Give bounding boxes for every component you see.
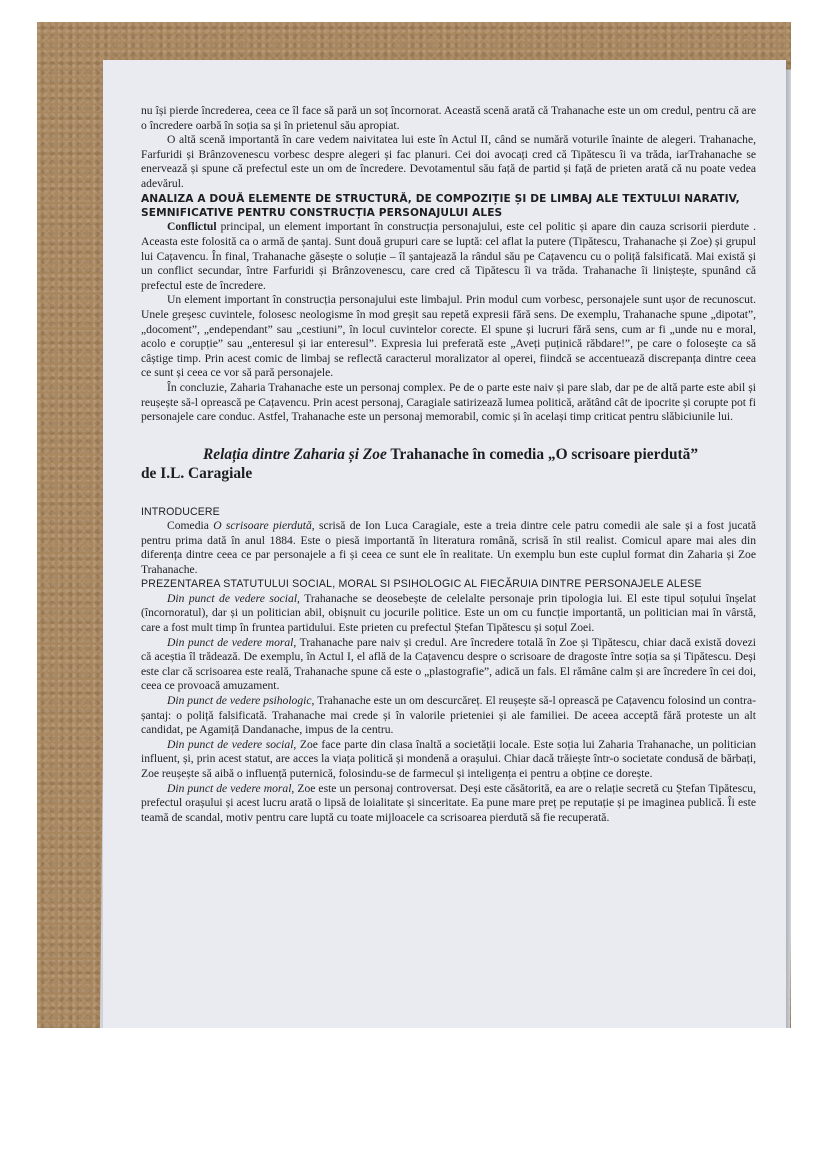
lead-zoe-social: Din punct de vedere social	[167, 737, 294, 751]
intro-text-b: , scrisă de Ion Luca Caragiale, este a treia dintre cele patru comedii ale sale și a fost jucată pentru prima dată în anul 1884. Este o piesă importantă în literatura română, scrisă în stil realist. Comicul apare mai ales din diferența dintre ceea ce par personajele a fi și ceea ce sunt ele în realitate. Un exemplu bun este cuplul format din Zaharia și Zoe Trahanache.	[141, 519, 756, 576]
lead-social: Din punct de vedere social,	[167, 591, 300, 605]
paragraph-top-1: nu își pierde încrederea, ceea ce îl face să pară un soț încornorat. Această scenă arată că Trahanache este un om credul, pentru că are o încredere oarbă în soția sa și în prietenul său apropiat.	[141, 104, 756, 132]
paragraph-trahanache-social	[141, 592, 756, 636]
paragraph-intro	[141, 519, 756, 577]
paragraph-conflict	[141, 220, 756, 293]
text-social: Trahanache se deosebește de celelalte personaje prin tipologia lui. El este tipul soțului înșelat (încornoratul), dar și un politician abil, obișnuit cu jocurile politice. Este un om cu funcție importantă, un politician mai în vârstă, care a fost mult timp în fruntea partidului. Este prieten cu prefectul Ștefan Tipătescu și soțul Zoei.	[141, 591, 756, 635]
essay-title-rest: Trahanache în comedia „O scrisoare pierdută”	[386, 445, 699, 463]
intro-text-a: Comedia	[167, 519, 214, 533]
heading-intro: INTRODUCERE	[141, 505, 220, 518]
photo-background	[37, 22, 791, 1028]
conflict-term: Conflictul	[167, 220, 217, 234]
essay-title-italic: Relația dintre Zaharia și Zoe	[203, 445, 387, 463]
text-psych: , Trahanache este un om descurcăreț. El reușește să-l oprească pe Cațavencu folosind un contra-șantaj: o poliță falsificată. Trahanache mai crede și în valorile prieteniei și ale familiei. De aceea acceptă fără proteste un alt candidat, pe Agamiță Dandanache, impus de la centru.	[141, 694, 756, 737]
essay-title	[141, 445, 756, 483]
paragraph-zoe-social	[141, 738, 756, 782]
essay-title-line-2: de I.L. Caragiale	[141, 464, 253, 482]
lead-psych: Din punct de vedere psihologic	[167, 694, 312, 708]
text-moral: , Trahanache pare naiv și credul. Are încredere totală în Zoe și Tipătescu, chiar dacă există dovezi că aceștia îl trădează. De exemplu, în Actul I, el află de la Cațavencu despre o scrisoare de dragoste între soția sa și Tipătescu. Deși este clar că scrisoarea este reală, Trahanache spune că este o „plastografie”, adică un fals. El rămâne calm și are încredere în cei doi, ceea ce provoacă amuzament.	[141, 635, 756, 693]
paragraph-top-2: O altă scenă importantă în care vedem naivitatea lui este în Actul II, când se numără voturile înainte de alegeri. Trahanache, Farfuridi și Brânzovenescu vorbesc despre alegeri și fac planuri. Cei doi avocați cred că Tipătescu îi va trăda, iarTrahanache se enervează și spune că prefectul este un om de încredere. Devotamentul său față de partid și față de prieten arată că nu poate vedea adevărul.	[141, 133, 756, 190]
paragraph-language: Un element important în construcția personajului este limbajul. Prin modul cum vorbesc, personajele sunt ușor de recunoscut. Unele greșesc cuvintele, folosesc neologisme în mod greșit sau repetă expresii fără sens. De exemplu, Trahanache spune „dipotat”, „docoment”, „endependant” sau „cestiuni”, în locul cuvintelor corecte. El spune și lucruri fără sens, cum ar fi „unde nu e moral, acolo e corupție” sau „enteresul și iar enteresul”. Expresia lui preferată este „Aveți puținică răbdare!”, pe care o folosește ca să câștige timp. Prin acest comic de limbaj se reflectă caracterul moralizator al operei, fiindcă se accentuează discrepanța dintre ceea ce sunt și ceea ce vor să pară personajele.	[141, 293, 756, 380]
intro-work-title: O scrisoare pierdută	[213, 519, 312, 533]
text-zoe-social: , Zoe face parte din clasa înaltă a societății locale. Este soția lui Zaharia Trahanache, un politician influent, și, prin acest statut, are acces la viața politică și mondenă a orașului. Chiar dacă trăiește într-o societate condusă de bărbați, Zoe reușește să aibă o influență puternică, folosindu-se de farmecul și inteligența ei pentru a obține ce dorește.	[141, 737, 756, 780]
paragraph-zoe-moral	[141, 782, 756, 826]
heading-status: PREZENTAREA STATUTULUI SOCIAL, MORAL SI PSIHOLOGIC AL FIECĂRUIA DINTRE PERSONAJELE ALESE	[141, 578, 702, 591]
paragraph-conclusion: În concluzie, Zaharia Trahanache este un personaj complex. Pe de o parte este naiv și pare slab, dar pe de altă parte este abil și reușește să-l oprească pe Cațavencu. Prin acest personaj, Caragiale satirizează lumea politică, arătând cât de ipocrite și corupte pot fi personajele care conduc. Astfel, Trahanache este un personaj memorabil, comic și în același timp criticat pentru slăbiciunile lui.	[141, 380, 756, 424]
conflict-text: principal, un element important în construcția personajului, este cel politic și apare din cauza scrisorii pierdute . Aceasta este folosită ca o armă de șantaj. Sunt două grupuri care se luptă: cel aflat la putere (Tipătescu, Trahanache și Zoe) și grupul lui Cațavencu. În final, Trahanache găsește o soluție – îl șantajează la rândul său pe Cațavencu cu o poliță falsificată. Mai există și un conflict secundar, între Farfuridi și Brânzovenescu, care cred că Tipătescu îi va trăda. Trahanache îi liniștește, spunând că prefectul este de încredere.	[141, 220, 756, 292]
document-page	[103, 60, 786, 1028]
essay-title-line-1	[141, 445, 756, 464]
paragraph-trahanache-psych	[141, 694, 756, 738]
paragraph-trahanache-moral	[141, 636, 756, 694]
heading-analysis: ANALIZA A DOUĂ ELEMENTE DE STRUCTURĂ, DE COMPOZIȚIE ȘI DE LIMBAJ ALE TEXTULUI NARATIV, SEMNIFICATIVE PENTRU CONSTRUCȚIA PERSONAJULUI ALES	[141, 192, 740, 219]
lead-moral: Din punct de vedere moral	[167, 635, 294, 649]
text-zoe-moral: , Zoe este un personaj controversat. Deși este căsătorită, ea are o relație secretă cu Ștefan Tipătescu, prefectul orașului și acest lucru arată o lipsă de loialitate și sinceritate. Ea pune mare preț pe reputație și pe imaginea publică. Îi este teamă de scandal, motiv pentru care luptă cu toate mijloacele ca scrisoarea pierdută să fie recuperată.	[141, 781, 756, 824]
lead-zoe-moral: Din punct de vedere moral	[167, 781, 292, 795]
